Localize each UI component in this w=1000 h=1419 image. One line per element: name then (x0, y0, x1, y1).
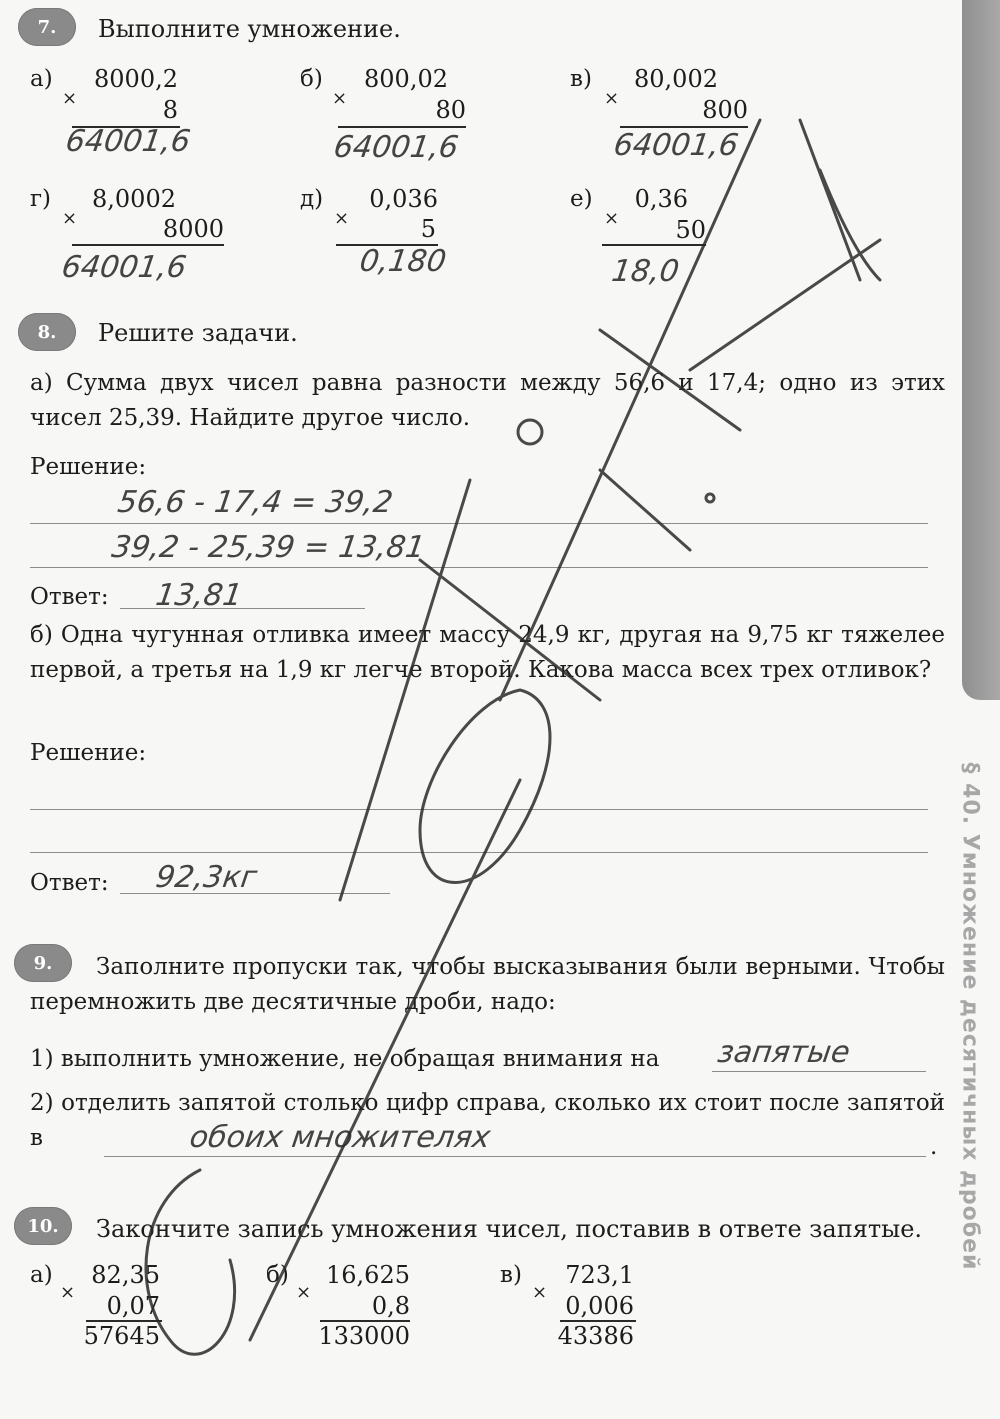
task-7e-multiplier: 5 (420, 215, 436, 243)
task-7a-label: а) (30, 66, 53, 92)
task-8a-solution-line-1: 56,6 - 17,4 = 39,2 (115, 485, 395, 520)
task-8a-answer-label: Ответ: (30, 584, 109, 610)
task-10b-label: б) (266, 1262, 289, 1288)
scribble-stroke-line-3 (600, 330, 740, 430)
task-9-line-1: 1) выполнить умножение, не обращая внимания на (30, 1046, 660, 1072)
task-7f-label: е) (570, 186, 593, 212)
task-7d-label: г) (30, 186, 52, 212)
task-7b-multiplicand: 800,02 (364, 65, 448, 93)
task-9-title: Заполните пропуски так, чтобы высказывания были верными. Чтобы перемножить две десятичные дроби, надо: (30, 954, 945, 1015)
task-7a-multiplier: 8 (162, 96, 178, 124)
times-sign: × (334, 208, 350, 229)
task-7d-multiplicand: 8,0002 (92, 185, 176, 213)
scribble-stroke-line-9 (340, 480, 470, 900)
task-8a-solution-label: Решение: (30, 454, 147, 480)
task-10b-multiplicand: 16,625 (326, 1261, 410, 1289)
task-7d-multiplier: 8000 (162, 215, 224, 243)
times-sign: × (604, 208, 620, 229)
scribble-stroke-line-2 (500, 120, 760, 700)
task-10a-product: 57645 (83, 1322, 160, 1350)
task-7f-multiplier: 50 (675, 216, 706, 244)
scribble-stroke-line-7 (820, 170, 880, 280)
task-10b-multiplier: 0,8 (371, 1292, 410, 1320)
times-sign: × (62, 208, 78, 229)
task-7-badge: 7. (18, 8, 76, 46)
task-7a-multiplicand: 8000,2 (94, 65, 178, 93)
scribble-stroke-dot (706, 494, 714, 502)
task-8a-text: а) Сумма двух чисел равна разности между 56,6 и 17,4; одно из этих чисел 25,39. Найдите другое число. (30, 370, 945, 431)
task-7b-label: б) (300, 66, 323, 92)
task-10c-product: 43386 (557, 1322, 634, 1350)
times-sign: × (604, 88, 620, 109)
task-10-badge: 10. (14, 1207, 72, 1245)
task-7c-answer: 64001,6 (611, 128, 741, 163)
task-10b-product: 133000 (318, 1322, 410, 1350)
task-7c-multiplier: 800 (702, 96, 748, 124)
scribble-stroke-small-o (518, 420, 542, 444)
task-10a-multiplier: 0,07 (106, 1292, 160, 1320)
task-9-badge: 9. (14, 944, 72, 982)
task-7-title: Выполните умножение. (98, 15, 401, 43)
task-7f-answer: 18,0 (609, 254, 682, 289)
task-7e-answer: 0,180 (357, 244, 449, 279)
task-10a-label: а) (30, 1262, 53, 1288)
task-10-title: Закончите запись умножения чисел, поставив в ответе запятые. (96, 1215, 923, 1243)
task-8-badge: 8. (18, 313, 76, 351)
times-sign: × (296, 1282, 312, 1303)
times-sign: × (332, 88, 348, 109)
scribble-stroke-c (146, 1170, 235, 1354)
times-sign: × (62, 88, 78, 109)
task-7e-label: д) (300, 186, 324, 212)
scribble-stroke-line-1 (250, 780, 520, 1340)
scribble-stroke-line-4 (600, 470, 690, 550)
task-9-end: . (930, 1134, 938, 1160)
task-7d-answer: 64001,6 (59, 250, 189, 285)
task-9-fill-2: обоих множителях (187, 1120, 493, 1155)
task-8b-answer: 92,3кг (153, 860, 260, 895)
times-sign: × (60, 1282, 76, 1303)
task-7e-multiplicand: 0,036 (369, 185, 438, 213)
task-8a-solution-line-2: 39,2 - 25,39 = 13,81 (109, 530, 428, 565)
scribble-stroke-line-6 (800, 120, 860, 280)
task-7b-multiplier: 80 (435, 96, 466, 124)
task-8b-answer-label: Ответ: (30, 870, 109, 896)
task-7f-multiplicand: 0,36 (634, 185, 688, 213)
task-8a-answer: 13,81 (153, 578, 245, 613)
times-sign: × (532, 1282, 548, 1303)
task-7a-answer: 64001,6 (63, 124, 193, 159)
task-10c-label: в) (500, 1262, 522, 1288)
task-8b-solution-label: Решение: (30, 740, 147, 766)
task-8b-text: б) Одна чугунная отливка имеет массу 24,9 кг, другая на 9,75 кг тяжелее первой, а третья на 1,9 кг легче второй. Какова масса всех трех отливок? (30, 622, 945, 683)
task-10c-multiplicand: 723,1 (565, 1261, 634, 1289)
task-9-fill-1: запятые (715, 1035, 853, 1070)
task-8-title: Решите задачи. (98, 319, 298, 347)
chapter-title: § 40. Умножение десятичных дробей (957, 762, 983, 1271)
task-10c-multiplier: 0,006 (565, 1292, 634, 1320)
task-7c-label: в) (570, 66, 592, 92)
task-10a-multiplicand: 82,35 (91, 1261, 160, 1289)
task-7b-answer: 64001,6 (331, 130, 461, 165)
task-9-line-2: 2) отделить запятой столько цифр справа, сколько их стоит после запятой в (30, 1090, 945, 1151)
task-7c-multiplicand: 80,002 (634, 65, 718, 93)
